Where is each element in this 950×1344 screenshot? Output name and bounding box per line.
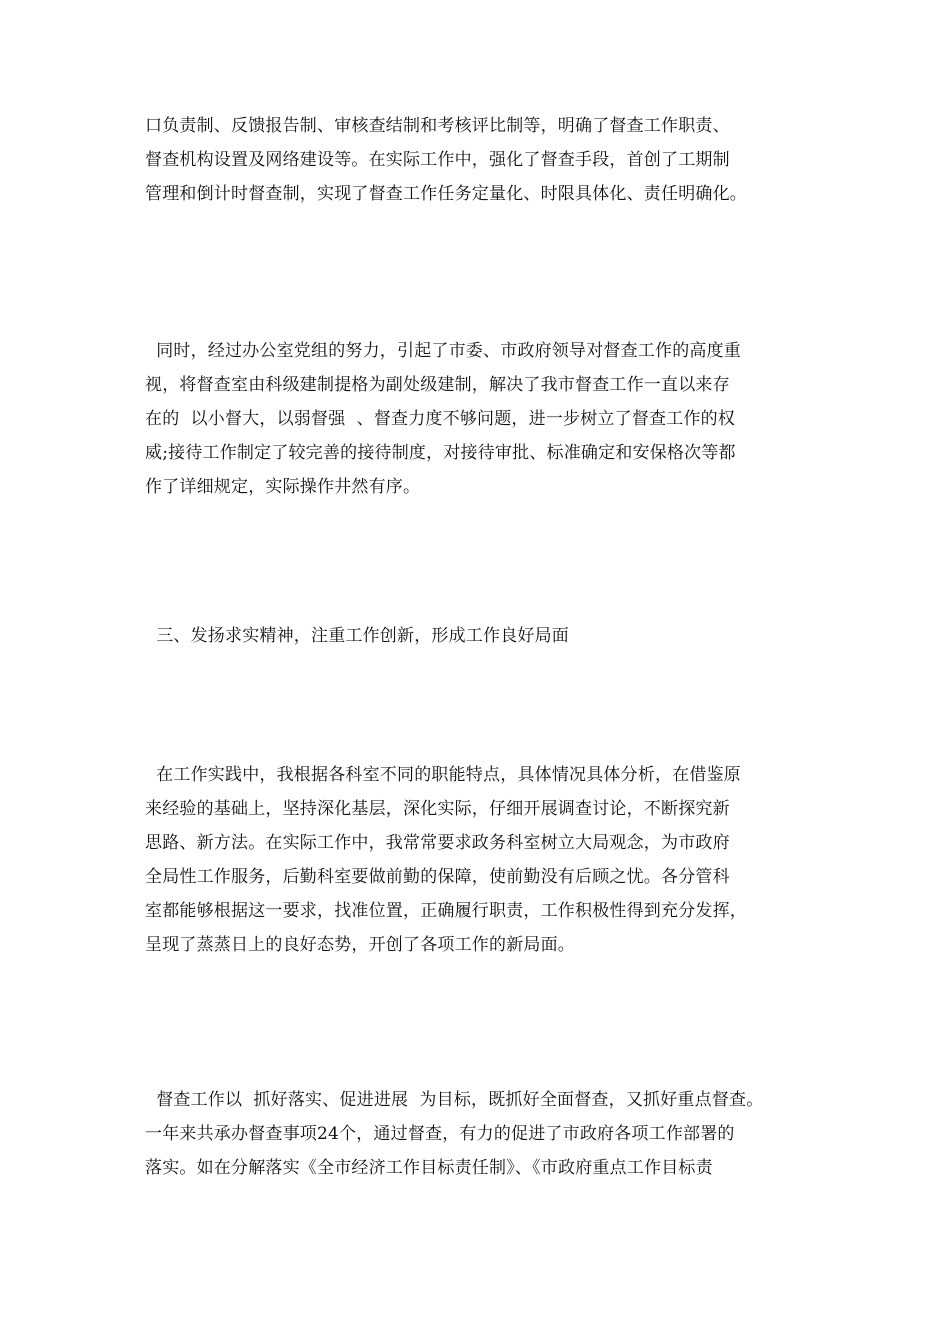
text-line: 室都能够根据这一要求，找准位置，正确履行职责，工作积极性得到充分发挥， bbox=[145, 901, 747, 921]
text-line: 口负责制、反馈报告制、审核查结制和考核评比制等，明确了督查工作职责、 bbox=[145, 116, 730, 136]
text-line: 管理和倒计时督查制，实现了督查工作任务定量化、时限具体化、责任明确化。 bbox=[145, 184, 747, 204]
text-line: 落实。如在分解落实《全市经济工作目标责任制》、《市政府重点工作目标责 bbox=[145, 1158, 713, 1178]
text-line: 作了详细规定，实际操作井然有序。 bbox=[145, 477, 421, 497]
text-line: 全局性工作服务，后勤科室要做前勤的保障，使前勤没有后顾之忧。各分管科 bbox=[145, 867, 730, 887]
paragraph-work-practice bbox=[145, 758, 825, 962]
text-line: 一年来共承办督查事项24个，通过督查，有力的促进了市政府各项工作部署的 bbox=[145, 1124, 735, 1144]
text-line: 督查工作以 抓好落实、促进进展 为目标，既抓好全面督查，又抓好重点督查。 bbox=[145, 1090, 764, 1110]
text-line: 同时，经过办公室党组的努力，引起了市委、市政府领导对督查工作的高度重 bbox=[145, 341, 742, 361]
text-line: 在工作实践中，我根据各科室不同的职能特点，具体情况具体分析，在借鉴原 bbox=[145, 765, 742, 785]
paragraph-supervision-system bbox=[145, 109, 825, 211]
text-line: 视，将督查室由科级建制提格为副处级建制，解决了我市督查工作一直以来存 bbox=[145, 375, 730, 395]
heading-line: 三、发扬求实精神，注重工作创新，形成工作良好局面 bbox=[145, 626, 570, 646]
text-line: 来经验的基础上，坚持深化基层，深化实际，仔细开展调查讨论，不断探究新 bbox=[145, 799, 730, 819]
text-line: 在的 以小督大，以弱督强 、督查力度不够问题，进一步树立了督查工作的权 bbox=[145, 409, 736, 429]
paragraph-party-group-efforts bbox=[145, 334, 825, 504]
text-line: 呈现了蒸蒸日上的良好态势，开创了各项工作的新局面。 bbox=[145, 935, 575, 955]
section-heading bbox=[145, 619, 825, 653]
paragraph-supervision-goals bbox=[145, 1083, 825, 1185]
text-line: 威;接待工作制定了较完善的接待制度，对接待审批、标准确定和安保格次等都 bbox=[145, 443, 736, 463]
text-line: 督查机构设置及网络建设等。在实际工作中，强化了督查手段，首创了工期制 bbox=[145, 150, 730, 170]
text-line: 思路、新方法。在实际工作中，我常常要求政务科室树立大局观念，为市政府 bbox=[145, 833, 730, 853]
